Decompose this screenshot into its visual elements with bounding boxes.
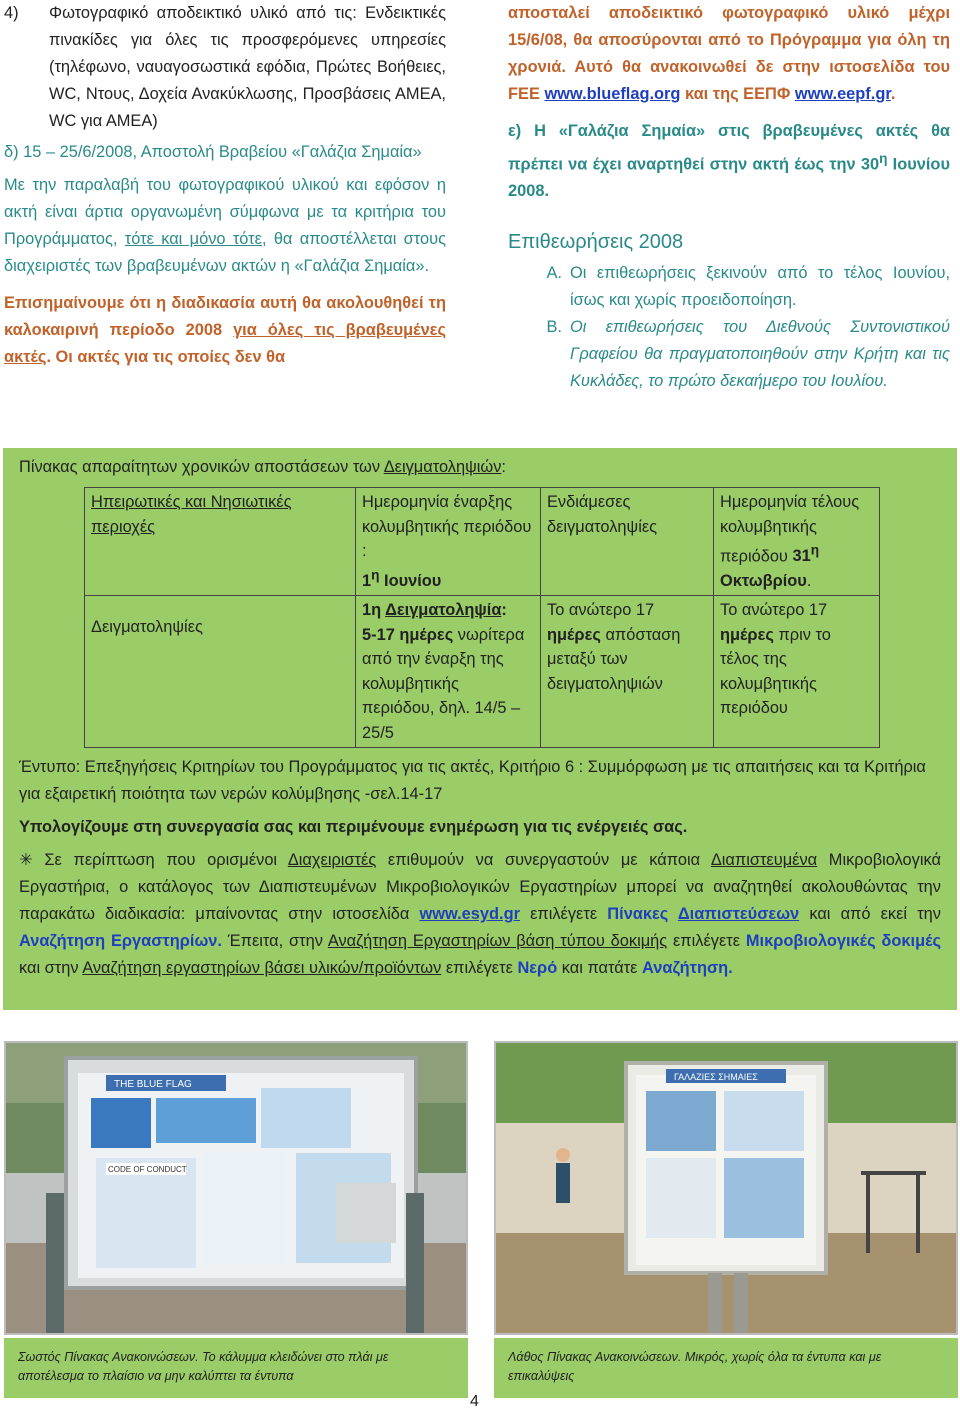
inspection-a xyxy=(508,260,950,314)
thanks-text: Υπολογίζουμε στη συνεργασία σας και περιμένουμε ενημέρωση για τις ενέργειές σας. xyxy=(19,818,688,837)
award-paragraph xyxy=(4,172,446,280)
regions-header: Ηπειρωτικές και Νησιωτικές περιοχές xyxy=(91,493,292,536)
end-day: 31 xyxy=(792,547,811,566)
table-title-text: Πίνακας απαραίτητων χρονικών αποστάσεων των xyxy=(19,458,384,476)
continuation-text-a: αποσταλεί αποδεικτικό φωτογραφικό υλικό μέχρι 15/6/08, θα αποσύρονται από το Πρόγραμμα για όλη τη χρονιά. Αυτό θα ανακοινωθεί δε στην ιστοσελίδα του FEE xyxy=(508,4,950,103)
right-column xyxy=(508,0,950,395)
table-cell: Ενδιάμεσες δειγματοληψίες xyxy=(541,488,714,596)
lab-text-e-underlined: Διαπιστεύσεων xyxy=(677,905,800,924)
correct-board-image xyxy=(6,1043,466,1333)
lab-underlined-1: Διαχειριστές xyxy=(287,851,377,870)
table-title-underlined: Δειγματοληψιών xyxy=(383,458,502,476)
item-4-number: 4) xyxy=(4,4,19,22)
lab-underlined-2: Διαπιστευμένα xyxy=(710,851,818,870)
item-4 xyxy=(4,0,446,135)
award-text-underlined: τότε και μόνο τότε xyxy=(124,230,262,248)
blueflag-link[interactable]: www.blueflag.org xyxy=(544,85,681,103)
interval-a: Το ανώτερο 17 xyxy=(547,601,655,620)
correct-board-photo xyxy=(4,1041,468,1335)
lab-text-a: Σε περίπτωση που ορισμένοι xyxy=(32,851,288,870)
inspection-b-label: Β. xyxy=(546,318,562,337)
lab-text-b: επιθυμούν να συνεργαστούν με κάποια xyxy=(376,851,711,870)
right-board-header: ΓΑΛΑΖΙΕΣ ΣΗΜΑΙΕΣ xyxy=(674,1072,758,1082)
source-text: Έντυπο: Επεξηγήσεις Κριτηρίων του Προγράμματος για τις ακτές, Κριτήριο 6 : Συμμόρφωση με τις απαιτήσεις και τα Κριτήρια για εξαιρετική ποιότητα των νερών κολύμβησης -σελ.14-17 xyxy=(19,758,926,804)
page-number: 4 xyxy=(470,1393,479,1410)
lab-text-f: και από εκεί την xyxy=(799,905,941,924)
end-date-label: Ημερομηνία τέλους κολυμβητικής περιόδου xyxy=(720,493,860,566)
first-sampling-underlined: Δειγματοληψία xyxy=(385,601,502,620)
end-interval-days: ημέρες xyxy=(720,625,774,644)
eepf-link[interactable]: www.eepf.gr xyxy=(794,85,891,103)
interval-days: ημέρες xyxy=(547,625,601,644)
table-cell xyxy=(356,596,541,748)
inspection-b xyxy=(508,314,950,395)
lab-search: Αναζήτηση. xyxy=(642,959,733,978)
item-4-text: Φωτογραφικό αποδεικτικό υλικό από τις: Ενδεικτικές πινακίδες για όλες τις προσφερόμενες υπηρεσίες (τηλέφωνο, ναυαγοσωστικά εφόδια, Πρώτες Βοήθειες, WC, Ντους, Δοχεία Ανακύκλωσης, Προσβάσεις ΑΜΕΑ, WC για ΑΜΕΑ) xyxy=(49,4,446,130)
lab-text-l: επιλέγετε xyxy=(441,959,518,978)
start-day: 1 xyxy=(362,571,372,590)
left-column xyxy=(4,0,446,371)
award-text-b: , θα αποστέλλεται στους διαχειριστές των βραβευμένων ακτών η «Γαλάζια Σημαία». xyxy=(4,230,446,275)
epsilon-paragraph xyxy=(508,118,950,205)
epsilon-text-b: Ιουνίου 2008. xyxy=(508,155,950,201)
lab-paragraph xyxy=(19,847,941,982)
notice-paragraph xyxy=(4,290,446,371)
continuation-text-c: . xyxy=(890,85,896,103)
lab-text-h: Έπειτα, στην xyxy=(221,932,328,951)
wrong-board-caption: Λάθος Πίνακας Ανακοινώσεων. Μικρός, χωρίς όλα τα έντυπα και με επικαλύψεις xyxy=(494,1338,958,1398)
samplings-header: Δειγματοληψίες xyxy=(91,617,203,636)
left-board-header: THE BLUE FLAG xyxy=(114,1079,192,1090)
end-interval-text: πριν το τέλος της κολυμβητικής περιόδου xyxy=(720,625,831,718)
table-cell xyxy=(85,596,356,748)
table-title xyxy=(19,454,941,481)
first-sampling-text: νωρίτερα από την έναρξη της κολυμβητικής περιόδου, δηλ. 14/5 – 25/5 xyxy=(362,625,525,742)
continuation-paragraph xyxy=(508,0,950,108)
table-cell xyxy=(356,488,541,596)
end-interval-a: Το ανώτερο 17 xyxy=(720,601,828,620)
inspections-heading: Επιθεωρήσεις 2008 xyxy=(508,231,684,254)
lab-text-c: Μικροβιολογικά Εργαστήρια, ο κατάλογος των Διαπιστευμένων Μικροβιολογικών Εργαστηρίων μπορεί να αναζητηθεί ακολουθώντας την παρακάτω διαδικασία: μπαίνοντας στην ιστοσελίδα xyxy=(19,851,941,924)
delta-heading: δ) 15 – 25/6/2008, Αποστολή Βραβείου «Γαλάζια Σημαία» xyxy=(4,143,422,161)
lab-text-d: επιλέγετε xyxy=(519,905,608,924)
start-date-label: Ημερομηνία έναρξης κολυμβητικής περιόδου : xyxy=(362,493,532,560)
first-sampling: 1η xyxy=(362,601,386,620)
table-cell xyxy=(714,596,880,748)
start-month: Ιουνίου xyxy=(379,571,442,590)
table-cell xyxy=(541,596,714,748)
first-sampling-colon: : xyxy=(501,601,507,620)
notice-text-a: Επισημαίνουμε ότι η διαδικασία αυτή θα ακολουθηθεί τη καλοκαιρινή περίοδο 2008 xyxy=(4,294,446,339)
end-month: Οκτωβρίου xyxy=(720,571,807,590)
star-icon: ✳ xyxy=(19,851,33,870)
table-row xyxy=(85,596,880,748)
inspection-b-text: Οι επιθεωρήσεις του Διεθνούς Συντονιστικού Γραφείου θα πραγματοποιηθούν στην Κρήτη και τις Κυκλάδες, το πρώτο δεκαήμερο του Ιουλίου. xyxy=(570,318,950,391)
notice-text-underlined: για όλες τις βραβευμένες ακτές xyxy=(4,321,446,366)
wrong-board-photo xyxy=(494,1041,958,1335)
days-range: 5-17 ημέρες xyxy=(362,625,454,644)
inspection-a-text: Οι επιθεωρήσεις ξεκινούν από το τέλος Ιουνίου, ίσως και χωρίς προειδοποίηση. xyxy=(570,264,950,310)
table-title-end: : xyxy=(501,458,506,476)
lab-text-k: και στην xyxy=(19,959,83,978)
lab-text-i: επιλέγετε xyxy=(667,932,746,951)
lab-micro-tests: Μικροβιολογικές δοκιμές xyxy=(745,932,942,951)
interval-text: απόσταση μεταξύ των δειγματοληψιών xyxy=(547,625,681,693)
table-row xyxy=(85,488,880,596)
esyd-link[interactable]: www.esyd.gr xyxy=(419,905,520,924)
end-sup: η xyxy=(810,543,820,558)
left-board-code: CODE OF CONDUCT xyxy=(108,1165,187,1174)
green-info-box xyxy=(3,448,957,1010)
correct-board-caption: Σωστός Πίνακας Ανακοινώσεων. Το κάλυμμα κλειδώνει στο πλάι με αποτέλεσμα το πλαίσιο να μην καλύπτει τα έντυπα xyxy=(4,1338,468,1398)
wrong-board-image xyxy=(496,1043,956,1333)
lab-text-e: Πίνακες xyxy=(607,905,678,924)
end-period: . xyxy=(806,571,812,590)
sampling-table xyxy=(84,487,880,748)
lab-underlined-4: Αναζήτηση εργαστηρίων βάσει υλικών/προϊόντων xyxy=(82,959,442,978)
table-cell xyxy=(714,488,880,596)
award-text-a: Με την παραλαβή του φωτογραφικού υλικού και εφόσον η ακτή είναι άρτια οργανωμένη σύμφωνα με τα κριτήρια του Προγράμματος, xyxy=(4,176,446,248)
notice-text-b: . Οι ακτές για τις οποίες δεν θα xyxy=(46,348,286,366)
epsilon-sup: η xyxy=(879,151,888,166)
lab-search-labs: Αναζήτηση Εργαστηρίων. xyxy=(19,932,222,951)
lab-text-n: και πατάτε xyxy=(557,959,643,978)
start-sup: η xyxy=(371,567,380,583)
table-cell xyxy=(85,488,356,596)
inspection-a-label: Α. xyxy=(546,264,562,283)
accreditation-tables xyxy=(607,905,799,923)
epsilon-text-a: ε) Η «Γαλάζια Σημαία» στις βραβευμένες ακτές θα πρέπει να έχει αναρτηθεί στην ακτή έως την 30 xyxy=(508,122,950,174)
continuation-text-b: και της ΕΕΠΦ xyxy=(680,85,795,103)
lab-underlined-3: Αναζήτηση Εργαστηρίων βάση τύπου δοκιμής xyxy=(327,932,668,951)
lab-water: Νερό xyxy=(517,959,558,978)
